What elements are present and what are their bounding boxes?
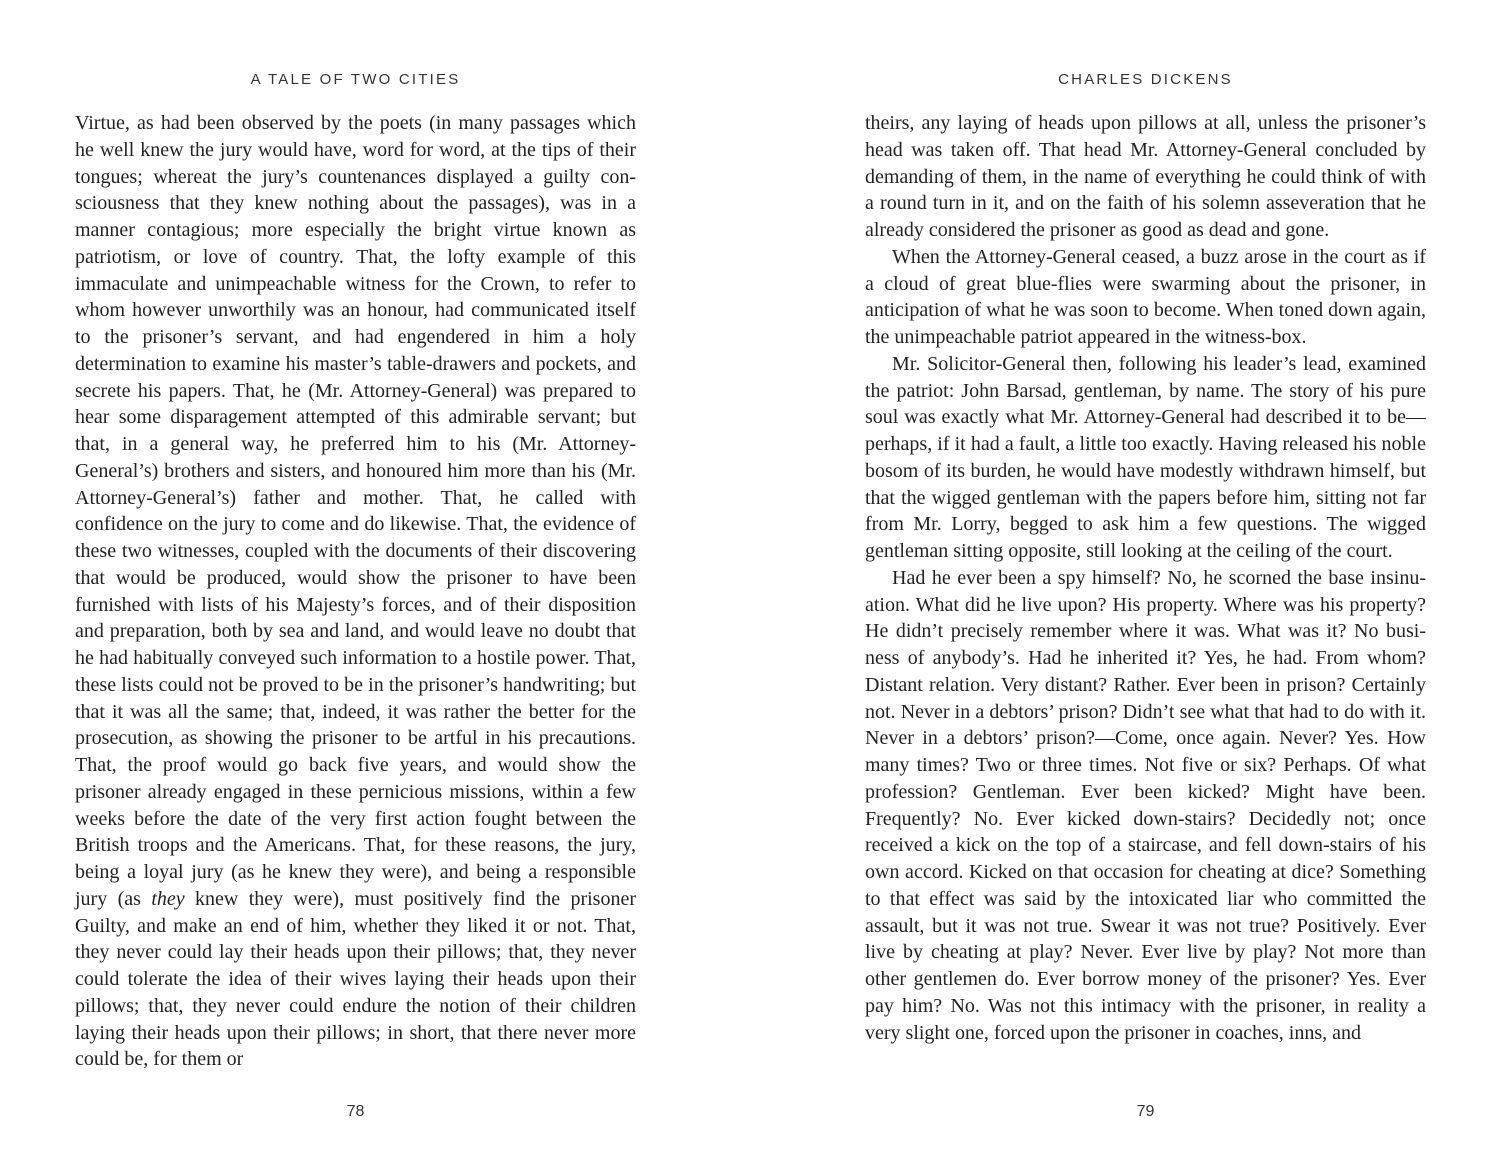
page-number: 79 xyxy=(1136,1103,1155,1120)
paragraph-text: knew they were), must positively find the prisoner Guilty, and make an end of him, whether they liked it or not. That, they never could lay their heads upon their pillows; that, they never could tolerate the idea of their wives laying their heads upon their pillows; that, they never could endure the notion of their children laying their heads upon their pillows; in short, that there never more could be, for them or xyxy=(75,887,636,1071)
running-head-title: A TALE OF TWO CITIES xyxy=(250,71,461,88)
running-head-author: CHARLES DICKENS xyxy=(1058,71,1233,88)
paragraph-text: Virtue, as had been observed by the poets (in many passages which he well knew the jury would have, word for word, at the tips of their tongues; whereat the jury’s countenances displayed a guilty consciousness that they knew nothing about the passages), was in a manner contagious; more especially the bright virtue known as patriotism, or love of country. That, the lofty example of this immaculate and unimpeachable witness for the Crown, to refer to whom however unworthily was an honour, had communicated itself to the prisoner’s servant, and had engendered in him a holy determination to examine his master’s table-drawers and pockets, and secrete his papers. That, he (Mr. Attorney-General) was prepared to hear some disparagement attempted of this admirable servant; but that, in a general way, he preferred him to his (Mr. Attorney-General’s) brothers and sisters, and honoured him more than his (Mr. Attorney-General’s) father and mother. That, he called with confidence on the jury to come and do likewise. That, the evidence of these two witnesses, coupled with the documents of their discovering that would be produced, would show the prisoner to have been furnished with lists of his Majesty’s forces, and of their disposition and preparation, both by sea and land, and would leave no doubt that he had habitually conveyed such information to a hostile power. That, these lists could not be proved to be in the prisoner’s handwriting; but that it was all the same; that, indeed, it was rather the better for the prosecution, as showing the prisoner to be artful in his precautions. That, the proof would go back five years, and would show the prisoner already engaged in these pernicious missions, within a few weeks before the date of the very first action fought between the British troops and the Americans. That, for these reasons, the jury, being a loyal jury (as he knew they were), and being a responsible jury (as xyxy=(75,112,636,910)
emphasis-text: they xyxy=(151,887,185,910)
right-page xyxy=(865,0,1426,1163)
left-page xyxy=(75,0,636,1163)
paragraph xyxy=(75,110,636,1073)
page-number: 78 xyxy=(346,1103,365,1120)
paragraph: When the Attorney-General ceased, a buzz arose in the court as if a cloud of great blue-flies were swarming about the prisoner, in anticipation of what he was soon to become. When toned down again, the unimpeachable patriot appeared in the witness-box. xyxy=(865,245,1426,348)
paragraph: Had he ever been a spy himself? No, he scorned the base insinuation. What did he live upon? His property. Where was his property? He didn’t precisely remember where it was. What was it? No business of anybody’s. Had he inherited it? Yes, he had. From whom? Distant relation. Very distant? Rather. Ever been in prison? Certainly not. Never in a debtors’ prison? Didn’t see what that had to do with it. Never in a debtors’ prison?—Come, once again. Never? Yes. How many times? Two or three times. Not five or six? Perhaps. Of what profession? Gentleman. Ever been kicked? Might have been. Frequently? No. Ever kicked down-stairs? Decidedly not; once received a kick on the top of a staircase, and fell down-stairs of his own accord. Kicked on that occasion for cheating at dice? Something to that effect was said by the intoxicated liar who committed the assault, but it was not true. Swear it was not true? Positively. Ever live by cheating at play? Never. Ever live by play? Not more than other gentlemen do. Ever borrow money of the prisoner? Yes. Ever pay him? No. Was not this intimacy with the prisoner, in reality a very slight one, forced upon the prisoner in coaches, inns, and xyxy=(865,566,1426,1044)
right-page-body xyxy=(865,110,1426,1046)
left-page-body xyxy=(75,110,636,1073)
paragraph: Mr. Solicitor-General then, following his leader’s lead, examined the patriot: John Barsad, gentleman, by name. The story of his pure soul was exactly what Mr. Attorney-General had described it to be—perhaps, if it had a fault, a little too exactly. Having released his noble bosom of its burden, he would have modestly withdrawn himself, but that the wigged gentleman with the papers before him, sitting not far from Mr. Lorry, begged to ask him a few questions. The wigged gentleman sitting opposite, still looking at the ceiling of the court. xyxy=(865,352,1426,562)
paragraph: theirs, any laying of heads upon pillows at all, unless the prisoner’s head was taken off. That head Mr. Attorney-General concluded by demanding of them, in the name of everything he could think of with a round turn in it, and on the faith of his solemn asseveration that he already considered the prisoner as good as dead and gone. xyxy=(865,112,1426,241)
